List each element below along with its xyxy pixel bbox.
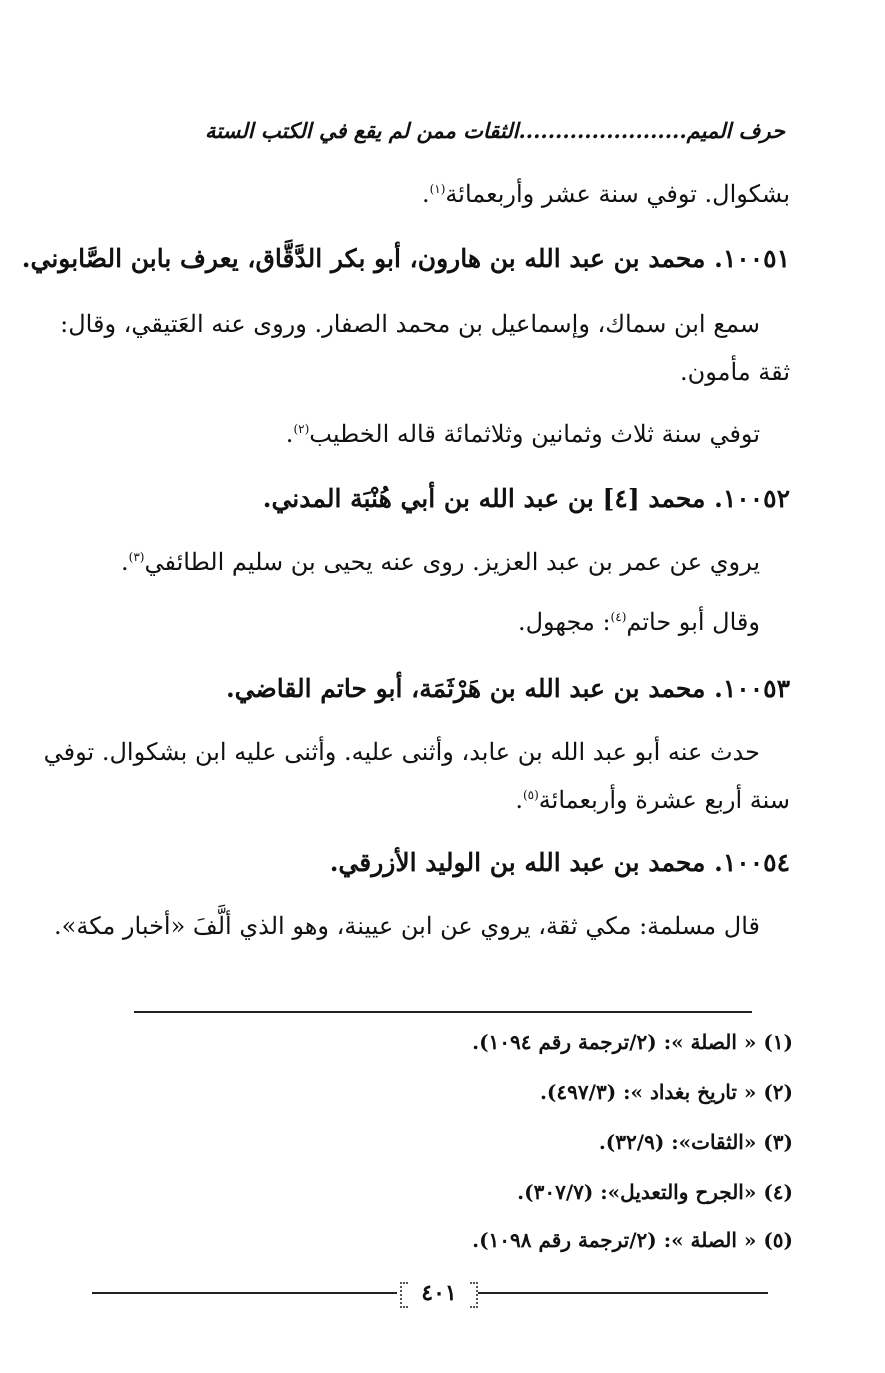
footnote-1: (١) « الصلة »: (٢/ترجمة رقم ١٠٩٤). bbox=[472, 1030, 793, 1054]
entry-text-10054-1: قال مسلمة: مكي ثقة، يروي عن ابن عيينة، وهو الذي ألَّفَ «أخبار مكة». bbox=[54, 912, 760, 940]
full-stop: . bbox=[515, 786, 523, 814]
full-stop: . bbox=[421, 180, 430, 208]
page-number-text: ٤٠١ bbox=[421, 1280, 457, 1306]
entry-heading-10052: ١٠٠٥٢. محمد [٤] بن عبد الله بن أبي هُنْبَة المدني. bbox=[262, 484, 790, 513]
entry-text-10051-1: سمع ابن سماك، وإسماعيل بن محمد الصفار. وروى عنه العَتيقي، وقال: bbox=[60, 310, 760, 338]
footnote-5: (٥) « الصلة »: (٢/ترجمة رقم ١٠٩٨). bbox=[472, 1228, 793, 1252]
entry-text-10052-2-a: وقال أبو حاتم bbox=[626, 608, 760, 636]
entry-text-10052-2-b: : مجهول. bbox=[517, 608, 611, 636]
footnote-ref: (٣) bbox=[128, 550, 145, 564]
full-stop: . bbox=[120, 548, 129, 576]
continuation-line bbox=[95, 180, 790, 209]
running-header: حرف الميم.......................الثقات ممن لم يقع في الكتب الستة bbox=[204, 118, 785, 143]
continuation-text: بشكوال. توفي سنة عشر وأربعمائة bbox=[445, 180, 790, 208]
footnote-3: (٣) «الثقات»: (٣٢/٩). bbox=[598, 1130, 793, 1154]
page-number bbox=[400, 1276, 478, 1310]
footnote-ref: (٤) bbox=[610, 610, 627, 624]
entry-text-10053-2 bbox=[95, 786, 790, 815]
footnote-ref: (٥) bbox=[522, 788, 539, 802]
footnote-ref: (٢) bbox=[293, 422, 310, 436]
entry-text-10053-2-main: سنة أربع عشرة وأربعمائة bbox=[538, 786, 790, 814]
entry-heading-10051: ١٠٠٥١. محمد بن عبد الله بن هارون، أبو بكر الدَّقَّاق، يعرف بابن الصَّابوني. bbox=[21, 244, 790, 273]
entry-heading-10053: ١٠٠٥٣. محمد بن عبد الله بن هَرْثَمَة، أبو حاتم القاضي. bbox=[225, 674, 790, 703]
footnote-2: (٢) « تاريخ بغداد »: (٤٩٧/٣). bbox=[539, 1080, 793, 1104]
entry-text-10051-2: ثقة مأمون. bbox=[680, 358, 790, 386]
entry-text-10052-1-main: يروي عن عمر بن عبد العزيز. روى عنه يحيى بن سليم الطائفي bbox=[144, 548, 760, 576]
footnote-separator bbox=[134, 1011, 752, 1013]
full-stop: . bbox=[285, 420, 294, 448]
footnote-4: (٤) «الجرح والتعديل»: (٣٠٧/٧). bbox=[517, 1180, 793, 1204]
entry-heading-10054: ١٠٠٥٤. محمد بن عبد الله بن الوليد الأزرقي. bbox=[329, 848, 790, 877]
footer-rule-right bbox=[478, 1292, 768, 1294]
entry-text-10052-2 bbox=[95, 608, 760, 637]
entry-text-10052-1 bbox=[95, 548, 760, 577]
footer-rule-left bbox=[92, 1292, 397, 1294]
entry-text-10053-1: حدث عنه أبو عبد الله بن عابد، وأثنى عليه. وأثنى عليه ابن بشكوال. توفي bbox=[43, 738, 760, 766]
footnote-ref: (١) bbox=[429, 182, 446, 196]
entry-text-10051-3-main: توفي سنة ثلاث وثمانين وثلاثمائة قاله الخطيب bbox=[309, 420, 760, 448]
entry-text-10051-3 bbox=[95, 420, 760, 449]
